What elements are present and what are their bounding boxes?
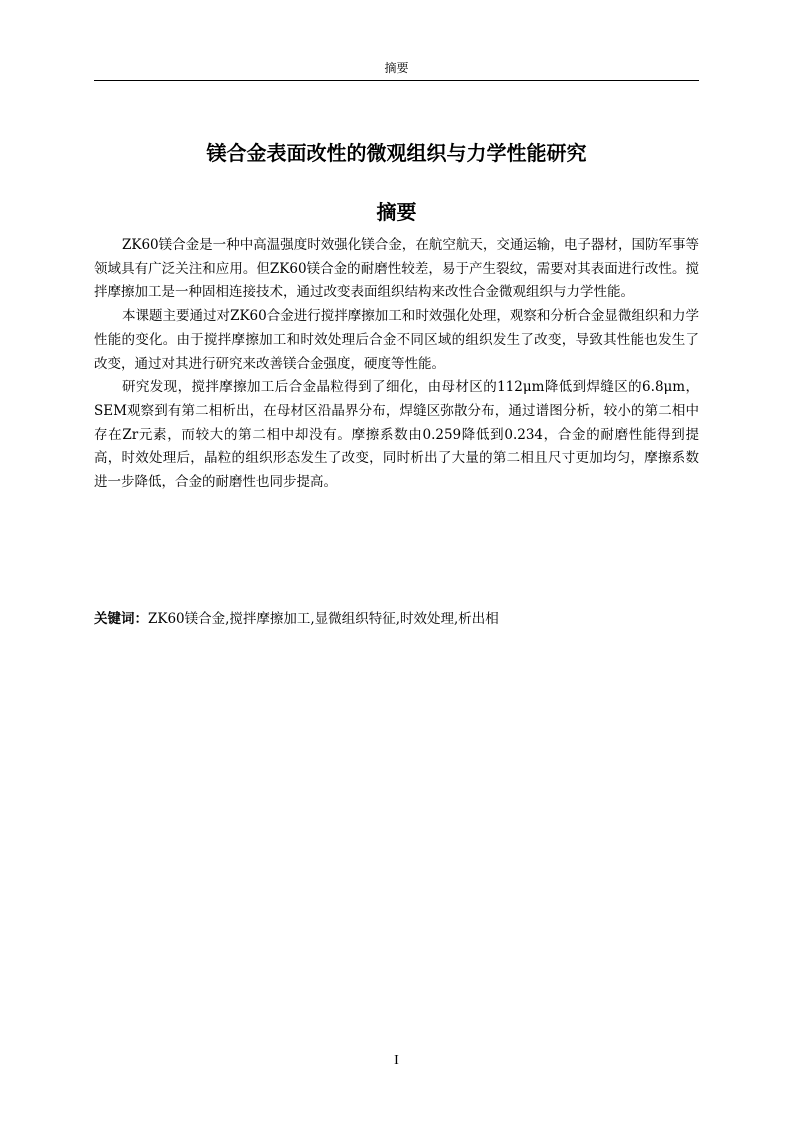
abstract-body (94, 234, 699, 495)
keywords-line (94, 608, 699, 632)
abstract-heading: 摘要 (376, 200, 417, 224)
header-divider (94, 80, 699, 81)
running-header: 摘要 (384, 61, 409, 75)
abstract-paragraph-3: 研究发现，搅拌摩擦加工后合金晶粒得到了细化，由母材区的112μm降低到焊缝区的6.8μm，SEM观察到有第二相析出，在母材区沿晶界分布，焊缝区弥散分布，通过谱图分析，较小的第二相中存在Zr元素，而较大的第二相中却没有。摩擦系数由0.259降低到0.234，合金的耐磨性能得到提高，时效处理后，晶粒的组织形态发生了改变，同时析出了大量的第二相且尺寸更加均匀，摩擦系数进一步降低，合金的耐磨性也同步提高。 (94, 379, 699, 491)
abstract-paragraph-2: 本课题主要通过对ZK60合金进行搅拌摩擦加工和时效强化处理，观察和分析合金显微组织和力学性能的变化。由于搅拌摩擦加工和时效处理后合金不同区域的组织发生了改变，导致其性能也发生了改变，通过对其进行研究来改善镁合金强度，硬度等性能。 (94, 308, 699, 372)
keywords-label: 关键词： (94, 611, 148, 627)
keywords-text: ZK60镁合金,搅拌摩擦加工,显微组织特征,时效处理,析出相 (148, 611, 499, 627)
document-title: 镁合金表面改性的微观组织与力学性能研究 (206, 141, 587, 165)
page-number: I (394, 1053, 399, 1068)
abstract-paragraph-1: ZK60镁合金是一种中高温强度时效强化镁合金，在航空航天，交通运输，电子器材，国防军事等领域具有广泛关注和应用。但ZK60镁合金的耐磨性较差，易于产生裂纹，需要对其表面进行改性。搅拌摩擦加工是一种固相连接技术，通过改变表面组织结构来改性合金微观组织与力学性能。 (94, 237, 699, 301)
